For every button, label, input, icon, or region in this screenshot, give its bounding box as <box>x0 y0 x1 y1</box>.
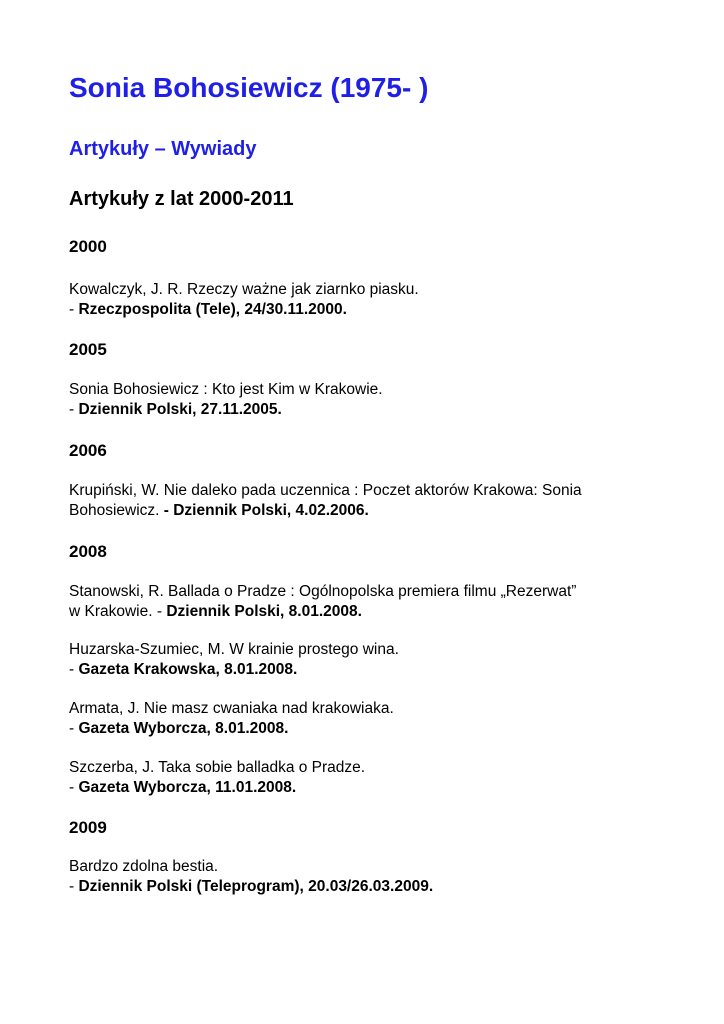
entry-source: Gazeta Krakowska, 8.01.2008. <box>78 661 298 678</box>
list-item: Stanowski, R. Ballada o Pradze : Ogólnopolska premiera filmu „Rezerwat” w Krakowie. - Dziennik Polski, 8.01.2008. <box>69 583 577 620</box>
entry-source: Rzeczpospolita (Tele), 24/30.11.2000. <box>78 301 347 318</box>
subsection-heading: Artykuły z lat 2000-2011 <box>69 188 294 210</box>
entry-source: Gazeta Wyborcza, 11.01.2008. <box>78 779 297 796</box>
entry-text: Kowalczyk, J. R. Rzeczy ważne jak ziarnko piasku. <box>69 281 419 298</box>
list-item: Szczerba, J. Taka sobie balladka o Pradze. - Gazeta Wyborcza, 11.01.2008. <box>69 759 366 796</box>
entry-source: Gazeta Wyborcza, 8.01.2008. <box>78 720 289 737</box>
list-item: Krupiński, W. Nie daleko pada uczennica : Poczet aktorów Krakowa: Sonia Bohosiewicz. - Dziennik Polski, 4.02.2006. <box>69 482 582 519</box>
entry-text: Sonia Bohosiewicz : Kto jest Kim w Krakowie. <box>69 381 383 398</box>
section-heading: Artykuły – Wywiady <box>69 138 257 160</box>
list-item: Kowalczyk, J. R. Rzeczy ważne jak ziarnko piasku. - Rzeczpospolita (Tele), 24/30.11.2000. <box>69 281 419 318</box>
year-heading: 2005 <box>69 340 107 359</box>
entry-text: Bardzo zdolna bestia. <box>69 858 219 875</box>
entry-text: Szczerba, J. Taka sobie balladka o Pradze. <box>69 759 366 776</box>
page-title: Sonia Bohosiewicz (1975- ) <box>69 72 429 103</box>
list-item: Armata, J. Nie masz cwaniaka nad krakowiaka. - Gazeta Wyborcza, 8.01.2008. <box>69 700 394 737</box>
year-heading: 2000 <box>69 237 107 256</box>
list-item: Huzarska-Szumiec, M. W krainie prostego wina. - Gazeta Krakowska, 8.01.2008. <box>69 641 399 678</box>
entry-source: Dziennik Polski, 27.11.2005. <box>78 401 282 418</box>
entry-source: Dziennik Polski (Teleprogram), 20.03/26.03.2009. <box>78 878 434 895</box>
entry-text: Armata, J. Nie masz cwaniaka nad krakowiaka. <box>69 700 394 717</box>
entry-source: - Dziennik Polski, 4.02.2006. <box>163 502 369 519</box>
year-heading: 2008 <box>69 542 107 561</box>
list-item: Sonia Bohosiewicz : Kto jest Kim w Krakowie. - Dziennik Polski, 27.11.2005. <box>69 381 383 418</box>
year-heading: 2006 <box>69 441 107 460</box>
year-heading: 2009 <box>69 818 107 837</box>
list-item: Bardzo zdolna bestia. - Dziennik Polski (Teleprogram), 20.03/26.03.2009. <box>69 858 434 895</box>
entry-source: Dziennik Polski, 8.01.2008. <box>166 603 362 620</box>
entry-text: Huzarska-Szumiec, M. W krainie prostego wina. <box>69 641 399 658</box>
